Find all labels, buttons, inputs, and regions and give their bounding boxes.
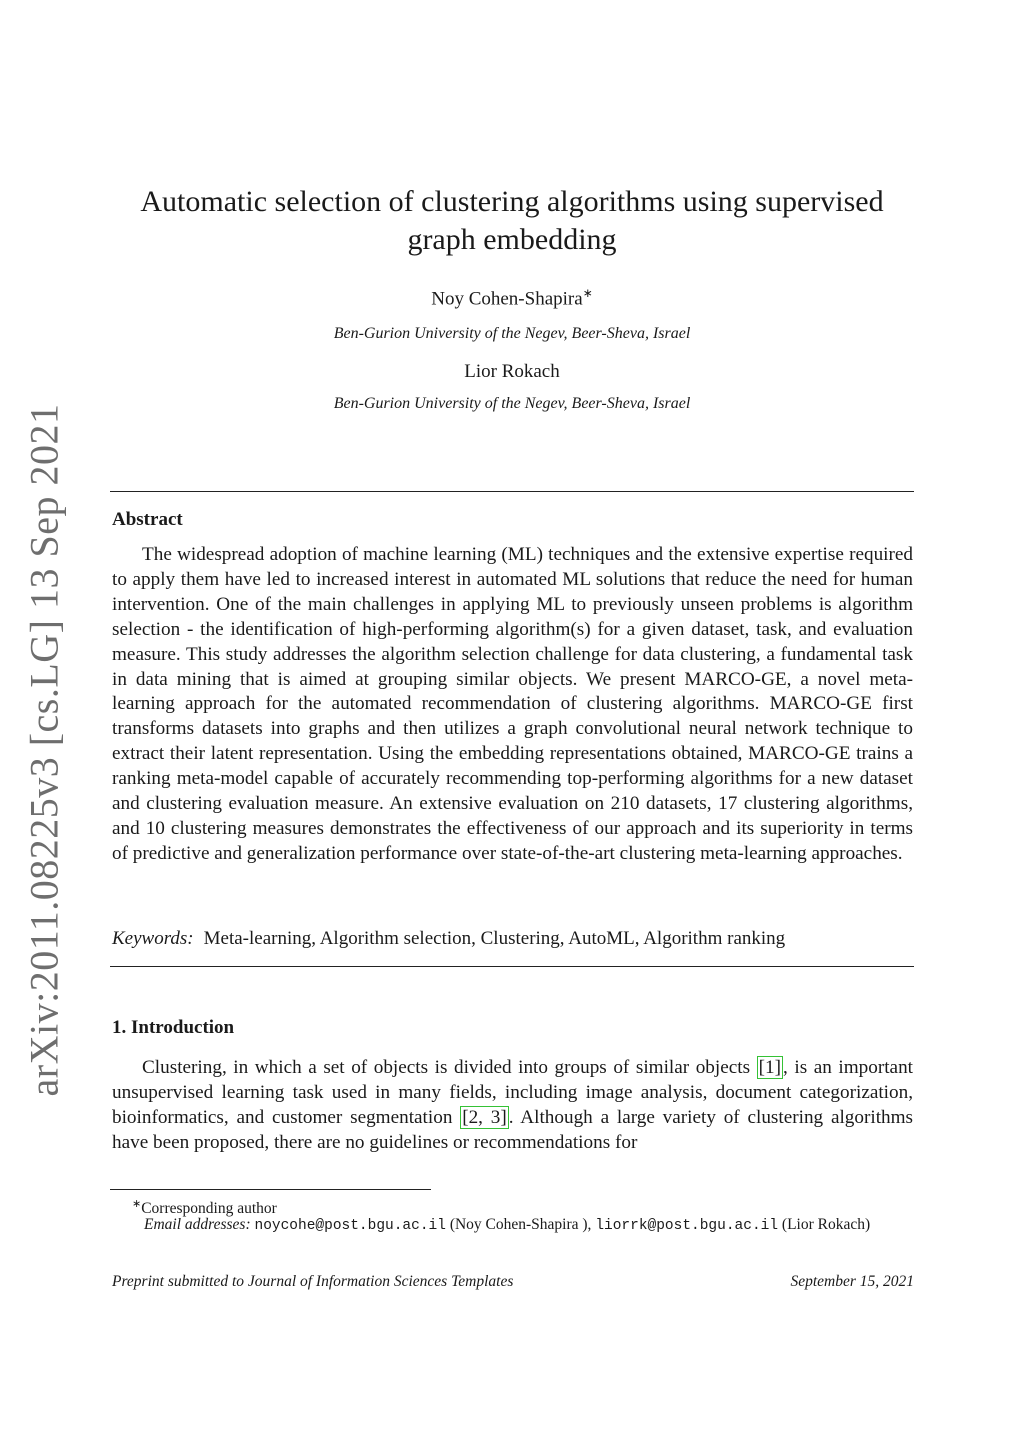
section-heading-introduction: 1. Introduction (112, 1017, 235, 1038)
footnote-mark: ∗ (132, 1198, 142, 1210)
abstract-text: The widespread adoption of machine learning (ML) techniques and the extensive expertise required to apply them have led to increased interest in automated ML solutions that reduce the need for human intervention. One of the main challenges in applying ML to previously unseen problems is algorithm selection - the identification of high-performing algorithm(s) for a given dataset, task, and evaluation measure. This study addresses the algorithm selection challenge for data clustering, a fundamental task in data mining that is aimed at grouping similar objects. We present MARCO-GE, a novel meta-learning approach for the automated recommendation of clustering algorithms. MARCO-GE first transforms datasets into graphs and then utilizes a graph convolutional neural network technique to extract their latent representation. Using the embedding representations obtained, MARCO-GE trains a ranking meta-model capable of accurately recommending top-performing algorithms for a new dataset and clustering evaluation measure. An extensive evaluation on 210 datasets, 17 clustering algorithms, and 10 clustering measures demonstrates the effectiveness of our approach and its superiority in terms of predictive and generalization performance over state-of-the-art clustering meta-learning approaches. (112, 544, 913, 864)
email-owner-1: (Noy Cohen-Shapira ), (445, 1216, 596, 1233)
author-2-affiliation: Ben-Gurion University of the Negev, Beer-Sheva, Israel (333, 395, 691, 412)
abstract-top-rule (110, 491, 914, 492)
author-2 (110, 361, 914, 383)
author-1-mark: ∗ (582, 286, 593, 300)
footnote-corresponding-text: Corresponding author (141, 1200, 277, 1218)
citation-link-1[interactable]: [1] (758, 1057, 781, 1078)
intro-text-2: , is an important unsupervised learning task used in many fields, including image analysis, document categorization, bioinformatics, and customer segmentation (112, 1057, 913, 1128)
paper-title: Automatic selection of clustering algorithms using supervised graph embedding (140, 185, 884, 256)
keywords-label: Keywords: (112, 928, 194, 949)
author-2-name: Lior Rokach (464, 361, 560, 382)
footer-journal: Preprint submitted to Journal of Information Sciences Templates (112, 1273, 514, 1290)
email-link-2[interactable]: liorrk@post.bgu.ac.il (595, 1218, 779, 1234)
author-1-affiliation: Ben-Gurion University of the Negev, Beer-Sheva, Israel (333, 325, 691, 342)
keywords (112, 928, 785, 950)
email-link-1[interactable]: noycohe@post.bgu.ac.il (254, 1218, 446, 1234)
introduction-paragraph (112, 1056, 913, 1156)
footnote-rule (110, 1189, 431, 1190)
abstract-heading: Abstract (112, 509, 183, 530)
footnote-emails (112, 1214, 912, 1237)
keywords-list: Meta-learning, Algorithm selection, Clustering, AutoML, Algorithm ranking (203, 928, 786, 949)
intro-text-3: . Although a large variety of clustering algorithms have been proposed, there are no guidelines or recommendations for (112, 1106, 914, 1153)
email-label: Email addresses: (144, 1216, 251, 1233)
citation-link-2-3[interactable]: [2, 3] (462, 1106, 507, 1128)
author-1-name: Noy Cohen-Shapira (431, 288, 583, 310)
author-1 (110, 286, 914, 310)
email-owner-2: (Lior Rokach) (778, 1216, 871, 1233)
abstract-bottom-rule (110, 966, 914, 967)
arxiv-identifier: arXiv:2011.08225v3 [cs.LG] 13 Sep 2021 (21, 403, 67, 1097)
intro-text-1: Clustering, in which a set of objects is divided into groups of similar objects (142, 1057, 757, 1078)
footer-date: September 15, 2021 (790, 1273, 914, 1290)
